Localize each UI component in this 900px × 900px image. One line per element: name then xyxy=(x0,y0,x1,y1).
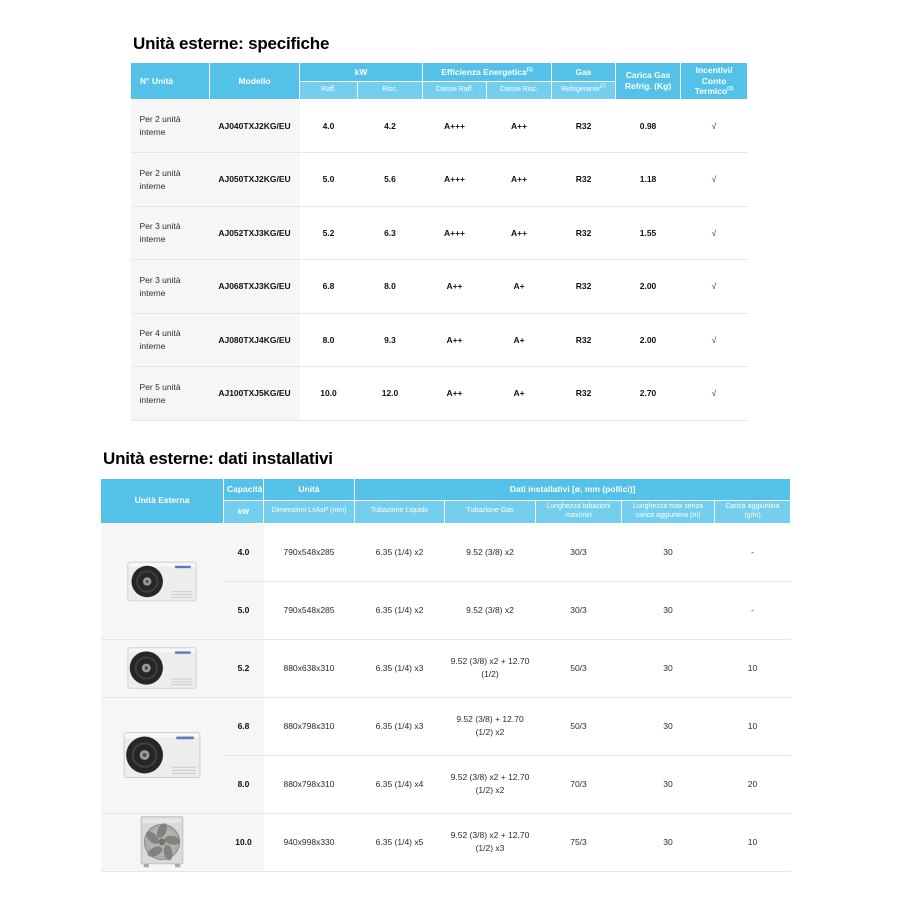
cell-tubazione-liquido: 6.35 (1/4) x3 xyxy=(355,639,445,697)
col-header-lunghezza-tubazioni: Lunghezza tubazioni max/min xyxy=(536,501,622,524)
cell-modello: AJ100TXJ5KG/EU xyxy=(210,367,300,421)
cell-tubazione-gas: 9.52 (3/8) x2 xyxy=(445,581,536,639)
cell-classe-raff: A+++ xyxy=(423,99,487,153)
outdoor-unit-medium-image xyxy=(101,728,224,782)
col-header-capacita: Capacità xyxy=(224,479,264,501)
cell-classe-risc: A++ xyxy=(487,206,552,260)
col-header-modello: Modello xyxy=(210,63,300,100)
col-header-n-unita: N° Unità xyxy=(131,63,210,100)
incentivi-line2: Conto Termico$^{(3)}$ xyxy=(694,75,734,97)
col-header-classe-raff: Classe Raff. xyxy=(423,82,487,99)
cell-incentivi-check: √ xyxy=(681,260,748,314)
section-title-dati-installativi: Unità esterne: dati installativi xyxy=(103,449,333,468)
col-header-unita-group: Unità xyxy=(264,479,355,501)
table-row xyxy=(101,697,791,755)
cell-risc: 6.3 xyxy=(358,206,423,260)
cell-dimensioni: 880x638x310 xyxy=(264,639,355,697)
installation-table xyxy=(100,478,791,872)
cell-classe-raff: A++ xyxy=(423,260,487,314)
cell-classe-raff: A+++ xyxy=(423,206,487,260)
cell-tubazione-gas: 9.52 (3/8) x2 + 12.70 (1/2) xyxy=(445,639,536,697)
cell-lunghezza-max: 30 xyxy=(622,523,715,581)
section-title-specifiche: Unità esterne: specifiche xyxy=(133,34,330,53)
cell-lunghezza-max: 30 xyxy=(622,581,715,639)
cell-lunghezza-tubazioni: 75/3 xyxy=(536,813,622,871)
cell-gas: R32 xyxy=(552,99,616,153)
cell-modello: AJ068TXJ3KG/EU xyxy=(210,260,300,314)
cell-dimensioni: 790x548x285 xyxy=(264,523,355,581)
table-row xyxy=(131,260,748,314)
cell-dimensioni: 790x548x285 xyxy=(264,581,355,639)
cell-lunghezza-tubazioni: 30/3 xyxy=(536,581,622,639)
cell-capacita: 6.8 xyxy=(224,697,264,755)
cell-classe-risc: A+ xyxy=(487,313,552,367)
cell-carica-aggiuntiva: 10 xyxy=(715,639,791,697)
cell-gas: R32 xyxy=(552,313,616,367)
col-header-classe-risc: Classe Risc. xyxy=(487,82,552,99)
cell-n-unita: Per 2 unità interne xyxy=(131,99,210,153)
col-header-efficienza-group xyxy=(423,63,552,82)
cell-modello: AJ050TXJ2KG/EU xyxy=(210,153,300,207)
cell-n-unita: Per 2 unità interne xyxy=(131,153,210,207)
cell-raff: 8.0 xyxy=(300,313,358,367)
cell-risc: 8.0 xyxy=(358,260,423,314)
cell-dimensioni: 880x798x310 xyxy=(264,697,355,755)
col-header-tubazione-liquido: Tubazione Liquido xyxy=(355,501,445,524)
outdoor-unit-large-image xyxy=(101,815,224,869)
col-header-raff: Raff. xyxy=(300,82,358,99)
cell-modello: AJ052TXJ3KG/EU xyxy=(210,206,300,260)
cell-unit-image xyxy=(101,639,224,697)
cell-classe-risc: A++ xyxy=(487,99,552,153)
refrigerante-footnote: (2) xyxy=(599,83,606,90)
table-row xyxy=(101,523,791,581)
cell-raff: 5.0 xyxy=(300,153,358,207)
table-row xyxy=(101,813,791,871)
cell-raff: 4.0 xyxy=(300,99,358,153)
cell-tubazione-gas: 9.52 (3/8) x2 + 12.70 (1/2) x2 xyxy=(445,755,536,813)
table-row xyxy=(131,99,748,153)
cell-carica: 2.00 xyxy=(616,260,681,314)
cell-capacita: 10.0 xyxy=(224,813,264,871)
specs-header-row-1 xyxy=(131,63,748,82)
cell-tubazione-gas: 9.52 (3/8) x2 xyxy=(445,523,536,581)
cell-tubazione-gas: 9.52 (3/8) + 12.70 (1/2) x2 xyxy=(445,697,536,755)
cell-n-unita: Per 3 unità interne xyxy=(131,206,210,260)
cell-lunghezza-tubazioni: 50/3 xyxy=(536,639,622,697)
col-header-carica-gas: Carica Gas Refrig. (Kg) xyxy=(616,63,681,100)
cell-classe-raff: A+++ xyxy=(423,153,487,207)
cell-gas: R32 xyxy=(552,260,616,314)
cell-unit-image xyxy=(101,813,224,871)
cell-capacita: 5.2 xyxy=(224,639,264,697)
specs-table xyxy=(130,62,748,421)
cell-tubazione-liquido: 6.35 (1/4) x2 xyxy=(355,581,445,639)
cell-carica: 1.18 xyxy=(616,153,681,207)
cell-capacita: 8.0 xyxy=(224,755,264,813)
col-header-kw-group: kW xyxy=(300,63,423,82)
cell-tubazione-liquido: 6.35 (1/4) x3 xyxy=(355,697,445,755)
col-header-dati-installativi-group: Dati installativi [ø, mm (pollici)] xyxy=(355,479,791,501)
incentivi-footnote: (3) xyxy=(727,86,734,93)
cell-carica-aggiuntiva: 10 xyxy=(715,697,791,755)
table-row xyxy=(131,206,748,260)
cell-risc: 12.0 xyxy=(358,367,423,421)
cell-dimensioni: 940x998x330 xyxy=(264,813,355,871)
refrigerante-label: Refrigerante xyxy=(561,86,600,94)
cell-unit-image xyxy=(101,523,224,639)
cell-dimensioni: 880x798x310 xyxy=(264,755,355,813)
cell-carica-aggiuntiva: 20 xyxy=(715,755,791,813)
cell-incentivi-check: √ xyxy=(681,153,748,207)
outdoor-unit-medium-image xyxy=(101,644,224,692)
cell-gas: R32 xyxy=(552,206,616,260)
col-header-lunghezza-max: Lunghezza max senza carica aggiuntiva (m) xyxy=(622,501,715,524)
install-header-row-1 xyxy=(101,479,791,501)
cell-classe-raff: A++ xyxy=(423,313,487,367)
efficienza-footnote: (1) xyxy=(526,67,533,74)
cell-lunghezza-tubazioni: 70/3 xyxy=(536,755,622,813)
table-row xyxy=(101,639,791,697)
cell-n-unita: Per 3 unità interne xyxy=(131,260,210,314)
col-header-refrigerante xyxy=(552,82,616,99)
cell-modello: AJ080TXJ4KG/EU xyxy=(210,313,300,367)
cell-unit-image xyxy=(101,697,224,813)
cell-raff: 6.8 xyxy=(300,260,358,314)
table-row xyxy=(131,313,748,367)
cell-incentivi-check: √ xyxy=(681,99,748,153)
cell-n-unita: Per 5 unità interne xyxy=(131,367,210,421)
cell-carica-aggiuntiva: - xyxy=(715,523,791,581)
cell-carica: 2.00 xyxy=(616,313,681,367)
cell-raff: 10.0 xyxy=(300,367,358,421)
cell-capacita: 4.0 xyxy=(224,523,264,581)
cell-gas: R32 xyxy=(552,153,616,207)
cell-lunghezza-max: 30 xyxy=(622,755,715,813)
cell-tubazione-gas: 9.52 (3/8) x2 + 12.70 (1/2) x3 xyxy=(445,813,536,871)
cell-tubazione-liquido: 6.35 (1/4) x4 xyxy=(355,755,445,813)
table-row xyxy=(131,367,748,421)
cell-classe-risc: A++ xyxy=(487,153,552,207)
col-header-incentivi xyxy=(681,63,748,100)
table-row xyxy=(131,153,748,207)
cell-lunghezza-max: 30 xyxy=(622,697,715,755)
cell-risc: 5.6 xyxy=(358,153,423,207)
cell-classe-risc: A+ xyxy=(487,260,552,314)
cell-risc: 4.2 xyxy=(358,99,423,153)
cell-capacita: 5.0 xyxy=(224,581,264,639)
col-header-carica-aggiuntiva: Carica aggiuntiva (g/m) xyxy=(715,501,791,524)
incentivi-line1: Incentivi/ xyxy=(695,65,733,75)
efficienza-label: Efficienza Energetica xyxy=(441,66,527,77)
outdoor-unit-compact-image xyxy=(101,557,224,606)
cell-tubazione-liquido: 6.35 (1/4) x5 xyxy=(355,813,445,871)
cell-carica: 0.98 xyxy=(616,99,681,153)
cell-carica-aggiuntiva: 10 xyxy=(715,813,791,871)
cell-classe-risc: A+ xyxy=(487,367,552,421)
cell-incentivi-check: √ xyxy=(681,313,748,367)
cell-carica-aggiuntiva: - xyxy=(715,581,791,639)
col-header-tubazione-gas: Tubazione Gas xyxy=(445,501,536,524)
cell-n-unita: Per 4 unità interne xyxy=(131,313,210,367)
cell-incentivi-check: √ xyxy=(681,367,748,421)
cell-carica: 2.70 xyxy=(616,367,681,421)
cell-tubazione-liquido: 6.35 (1/4) x2 xyxy=(355,523,445,581)
cell-lunghezza-max: 30 xyxy=(622,639,715,697)
cell-risc: 9.3 xyxy=(358,313,423,367)
cell-lunghezza-tubazioni: 30/3 xyxy=(536,523,622,581)
col-header-unita-esterna: Unità Esterna xyxy=(101,479,224,524)
cell-lunghezza-max: 30 xyxy=(622,813,715,871)
cell-raff: 5.2 xyxy=(300,206,358,260)
col-header-risc: Risc. xyxy=(358,82,423,99)
cell-lunghezza-tubazioni: 50/3 xyxy=(536,697,622,755)
col-header-kw: kW xyxy=(224,501,264,524)
col-header-dimensioni: Dimensioni LxAxP (mm) xyxy=(264,501,355,524)
col-header-gas-group: Gas xyxy=(552,63,616,82)
cell-modello: AJ040TXJ2KG/EU xyxy=(210,99,300,153)
cell-gas: R32 xyxy=(552,367,616,421)
cell-incentivi-check: √ xyxy=(681,206,748,260)
cell-carica: 1.55 xyxy=(616,206,681,260)
cell-classe-raff: A++ xyxy=(423,367,487,421)
